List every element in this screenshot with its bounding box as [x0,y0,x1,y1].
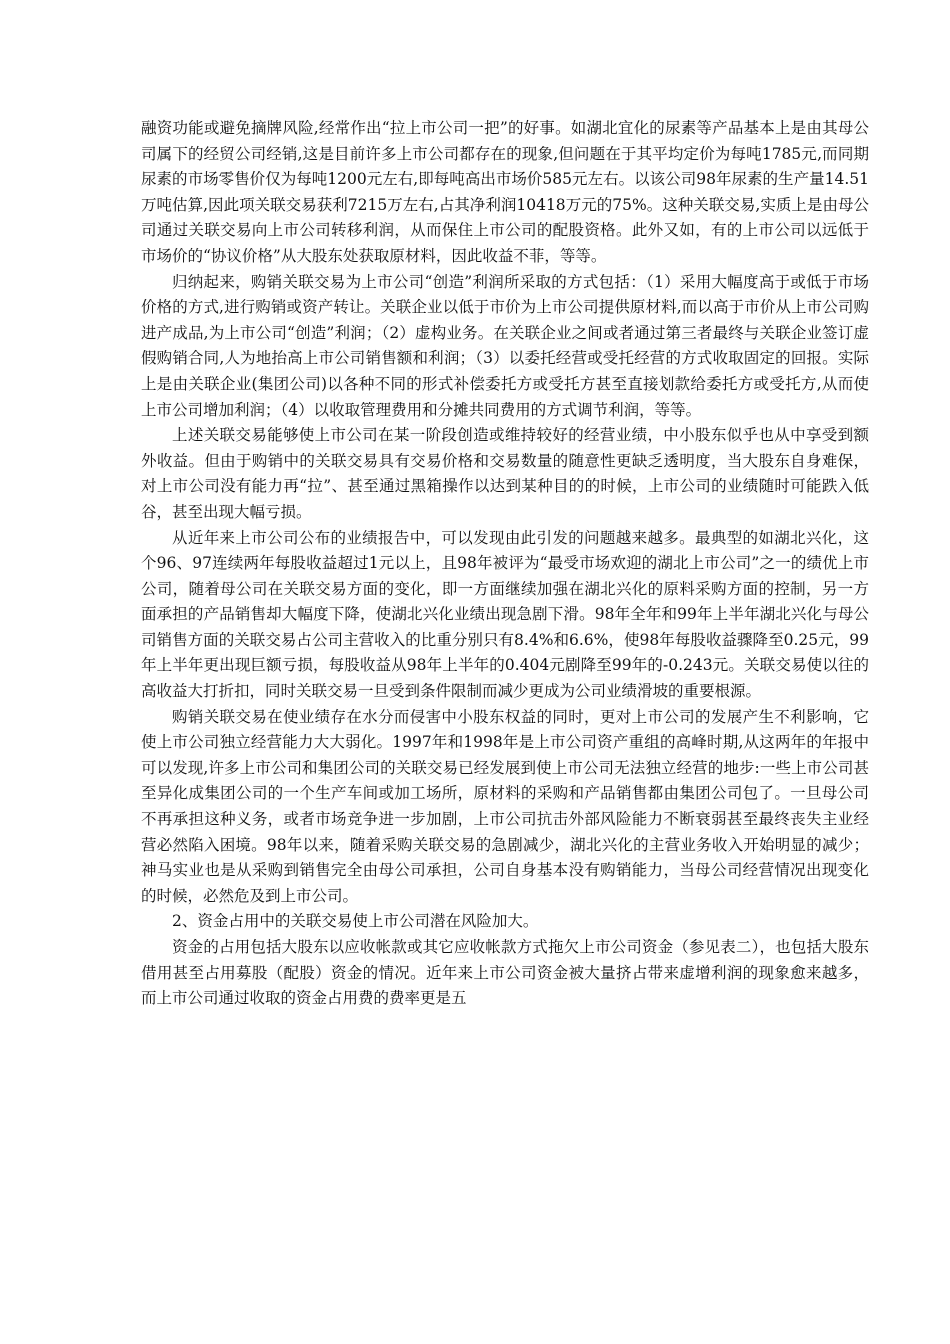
paragraph-continuation: 融资功能或避免摘牌风险,经常作出“拉上市公司一把”的好事。如湖北宜化的尿素等产品基本上是由其母公司属下的经贸公司经销,这是目前许多上市公司都存在的现象,但问题在于其平均定价为每吨1785元,而同期尿素的市场零售价仅为每吨1200元左右,即每吨高出市场价585元左右。以该公司98年尿素的生产量14.51万吨估算,因此项关联交易获利7215万左右,占其净利润10418万元的75%。这种关联交易,实质上是由母公司通过关联交易向上市公司转移利润，从而保住上市公司的配股资格。此外又如，有的上市公司以远低于市场价的“协议价格”从大股东处获取原材料，因此收益不菲，等等。 [141,119,869,265]
paragraph-summary-methods: 归纳起来，购销关联交易为上市公司“创造”利润所采取的方式包括：（1）采用大幅度高于或低于市场价格的方式,进行购销或资产转让。关联企业以低于市价为上市公司提供原材料,而以高于市价从上市公司购进产成品,为上市公司“创造”利润；（2）虚构业务。在关联企业之间或者通过第三者最终与关联企业签订虚假购销合同,人为地抬高上市公司销售额和利润；（3）以委托经营或受托经营的方式收取固定的回报。实际上是由关联企业(集团公司)以各种不同的形式补偿委托方或受托方甚至直接划款给委托方或受托方,从而使上市公司增加利润；（4）以收取管理费用和分摊共同费用的方式调节利润，等等。 [141,272,869,419]
paragraph-risk: 上述关联交易能够使上市公司在某一阶段创造或维持较好的经营业绩，中小股东似乎也从中享受到额外收益。但由于购销中的关联交易具有交易价格和交易数量的随意性更缺乏透明度，当大股东自身难保，对上市公司没有能力再“拉”、甚至通过黑箱操作以达到某种目的的时候，上市公司的业绩随时可能跌入低谷，甚至出现大幅亏损。 [141,426,869,521]
paragraph-fund-occupation: 资金的占用包括大股东以应收帐款或其它应收帐款方式拖欠上市公司资金（参见表二），也包括大股东借用甚至占用募股（配股）资金的情况。近年来上市公司资金被大量挤占带来虚增利润的现象愈来越多，而上市公司通过收取的资金占用费的费率更是五 [141,938,869,1008]
paragraph-independence: 购销关联交易在使业绩存在水分而侵害中小股东权益的同时，更对上市公司的发展产生不利影响，它使上市公司独立经营能力大大弱化。1997年和1998年是上市公司资产重组的高峰时期,从这两年的年报中可以发现,许多上市公司和集团公司的关联交易已经发展到使上市公司无法独立经营的地步:一些上市公司甚至异化成集团公司的一个生产车间或加工场所，原材料的采购和产品销售都由集团公司包了。一旦母公司不再承担这种义务，或者市场竞争进一步加剧，上市公司抗击外部风险能力不断衰弱甚至最终丧失主业经营必然陷入困境。98年以来，随着采购关联交易的急剧减少，湖北兴化的主营业务收入开始明显的减少；神马实业也是从采购到销售完全由母公司承担，公司自身基本没有购销能力，当母公司经营情况出现变化的时候，必然危及到上市公司。 [141,707,869,905]
section-heading: 2、资金占用中的关联交易使上市公司潜在风险加大。 [172,912,539,931]
paragraph-hubei-xinghua: 从近年来上市公司公布的业绩报告中，可以发现由此引发的问题越来越多。最典型的如湖北兴化，这个96、97连续两年每股收益超过1元以上，且98年被评为“最受市场欢迎的湖北上市公司”之一的绩优上市公司，随着母公司在关联交易方面的变化，即一方面继续加强在湖北兴化的原料采购方面的控制，另一方面承担的产品销售却大幅度下降，使湖北兴化业绩出现急剧下滑。98年全年和99年上半年湖北兴化与母公司销售方面的关联交易占公司主营收入的比重分别只有8.4%和6.6%，使98年每股收益骤降至0.25元，99年上半年更出现巨额亏损，每股收益从98年上半年的0.404元剧降至99年的-0.243元。关联交易使以往的高收益大打折扣，同时关联交易一旦受到条件限制而减少更成为公司业绩滑坡的重要根源。 [141,528,869,701]
document-page [141,116,869,1012]
